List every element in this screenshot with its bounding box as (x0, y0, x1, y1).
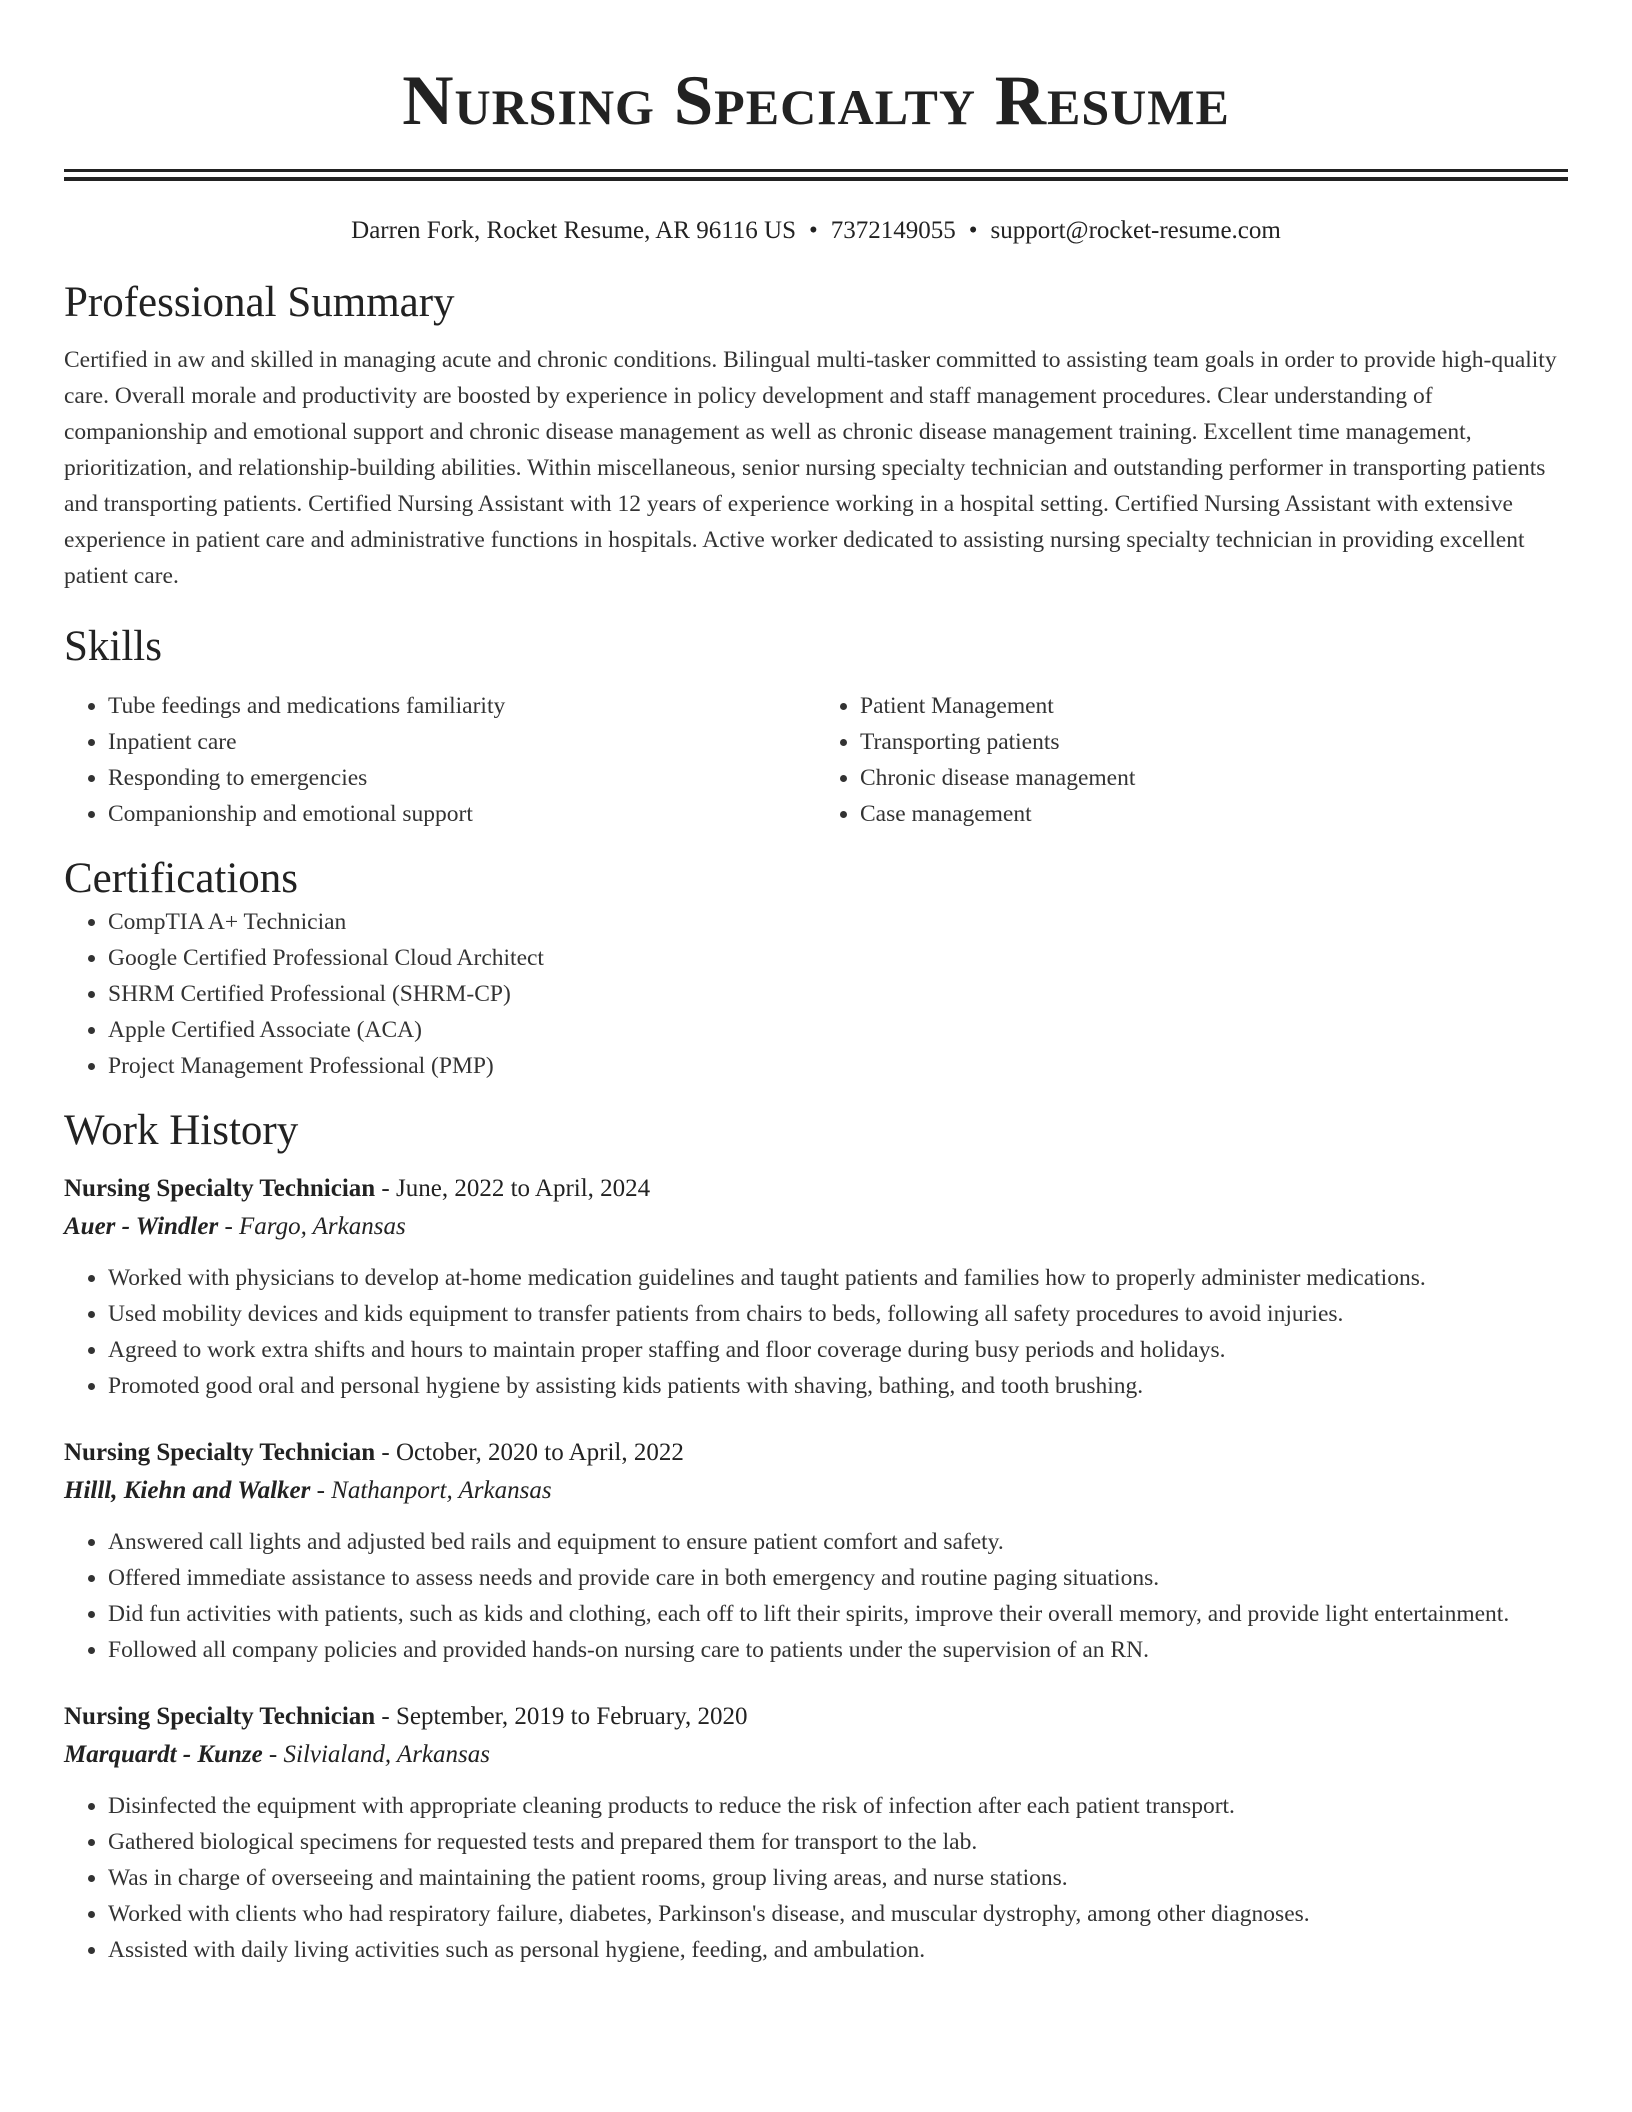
page-title: Nursing Specialty Resume (402, 62, 1230, 140)
contact-separator: • (968, 217, 978, 244)
skills-list-left (64, 688, 816, 832)
job-duty: • Was in charge of overseeing and maintaining the patient rooms, group living areas, and nurse stations. (108, 1860, 1568, 1896)
contact-address: Darren Fork, Rocket Resume, AR 96116 US (351, 217, 797, 244)
skill-item: • Responding to emergencies (108, 760, 816, 796)
job-entry (64, 1170, 1568, 1404)
job-company-line (64, 1208, 1568, 1246)
job-entry (64, 1434, 1568, 1668)
job-duty: • Disinfected the equipment with appropriate cleaning products to reduce the risk of infection after each patient transport. (108, 1788, 1568, 1824)
job-duties-list (64, 1524, 1568, 1668)
job-location: - Nathanport, Arkansas (310, 1477, 552, 1504)
job-company-line (64, 1472, 1568, 1510)
certification-item: • Google Certified Professional Cloud Architect (108, 940, 1568, 976)
skill-item: • Transporting patients (860, 724, 1568, 760)
summary-heading: Professional Summary (64, 279, 455, 326)
summary-text: Certified in aw and skilled in managing acute and chronic conditions. Bilingual multi-tasker committed to assisting team goals in order to provide high-quality care. Overall morale and productivity are boosted by experience in policy development and staff management procedures. Clear understanding of companionship and emotional support and chronic disease management as well as chronic disease management training. Excellent time management, prioritization, and relationship-building abilities. Within miscellaneous, senior nursing specialty technician and outstanding performer in transporting patients and transporting patients. Certified Nursing Assistant with 12 years of experience working in a hospital setting. Certified Nursing Assistant with extensive experience in patient care and administrative functions in hospitals. Active worker dedicated to assisting nursing specialty technician in providing excellent patient care. (64, 347, 1557, 589)
skill-item: • Companionship and emotional support (108, 796, 816, 832)
job-duties-list (64, 1260, 1568, 1404)
job-location: - Silvialand, Arkansas (262, 1741, 490, 1768)
certifications-heading: Certifications (64, 855, 299, 902)
certification-item: • Apple Certified Associate (ACA) (108, 1012, 1568, 1048)
job-duty: • Worked with clients who had respiratory failure, diabetes, Parkinson's disease, and muscular dystrophy, among other diagnoses. (108, 1896, 1568, 1932)
job-dates: - September, 2019 to February, 2020 (375, 1703, 748, 1730)
job-role: Nursing Specialty Technician (64, 1439, 376, 1466)
job-duty: • Offered immediate assistance to assess needs and provide care in both emergency and routine paging situations. (108, 1560, 1568, 1596)
skills-list-right (816, 688, 1568, 832)
certification-item: • Project Management Professional (PMP) (108, 1048, 1568, 1084)
contact-separator: • (809, 217, 818, 244)
job-company-line (64, 1736, 1568, 1774)
work-history-heading: Work History (64, 1107, 299, 1154)
job-company: Hilll, Kiehn and Walker (64, 1477, 311, 1504)
certifications-list (64, 904, 1568, 1084)
contact-email: support@rocket-resume.com (990, 217, 1281, 244)
skill-item: • Chronic disease management (860, 760, 1568, 796)
skills-heading: Skills (64, 623, 162, 670)
job-title-line (64, 1698, 1568, 1736)
job-duty: • Did fun activities with patients, such as kids and clothing, each off to lift their spirits, improve their overall memory, and provide light entertainment. (108, 1596, 1568, 1632)
job-company: Marquardt - Kunze (64, 1741, 263, 1768)
job-title-line (64, 1434, 1568, 1472)
skill-item: • Tube feedings and medications familiarity (108, 688, 816, 724)
job-role: Nursing Specialty Technician (64, 1703, 376, 1730)
certification-item: • CompTIA A+ Technician (108, 904, 1568, 940)
job-title-line (64, 1170, 1568, 1208)
title-divider (64, 169, 1568, 181)
job-role: Nursing Specialty Technician (64, 1175, 376, 1202)
certification-item: • SHRM Certified Professional (SHRM-CP) (108, 976, 1568, 1012)
contact-line (64, 215, 1568, 247)
job-duty: • Worked with physicians to develop at-home medication guidelines and taught patients and families how to properly administer medications. (108, 1260, 1568, 1296)
job-dates: - June, 2022 to April, 2024 (375, 1175, 651, 1202)
job-duty: • Agreed to work extra shifts and hours to maintain proper staffing and floor coverage during busy periods and holidays. (108, 1332, 1568, 1368)
job-duty: • Answered call lights and adjusted bed rails and equipment to ensure patient comfort and safety. (108, 1524, 1568, 1560)
job-duty: • Used mobility devices and kids equipment to transfer patients from chairs to beds, following all safety procedures to avoid injuries. (108, 1296, 1568, 1332)
job-duties-list (64, 1788, 1568, 1968)
contact-phone: 7372149055 (830, 217, 956, 244)
job-duty: • Promoted good oral and personal hygiene by assisting kids patients with shaving, bathing, and tooth brushing. (108, 1368, 1568, 1404)
job-entry (64, 1698, 1568, 1968)
job-dates: - October, 2020 to April, 2022 (375, 1439, 684, 1466)
skills-columns (64, 688, 1568, 832)
job-duty: • Gathered biological specimens for requested tests and prepared them for transport to the lab. (108, 1824, 1568, 1860)
job-company: Auer - Windler (64, 1213, 219, 1240)
job-location: - Fargo, Arkansas (218, 1213, 406, 1240)
job-duty: • Assisted with daily living activities such as personal hygiene, feeding, and ambulation. (108, 1932, 1568, 1968)
skill-item: • Inpatient care (108, 724, 816, 760)
skill-item: • Patient Management (860, 688, 1568, 724)
job-duty: • Followed all company policies and provided hands-on nursing care to patients under the supervision of an RN. (108, 1632, 1568, 1668)
skill-item: • Case management (860, 796, 1568, 832)
